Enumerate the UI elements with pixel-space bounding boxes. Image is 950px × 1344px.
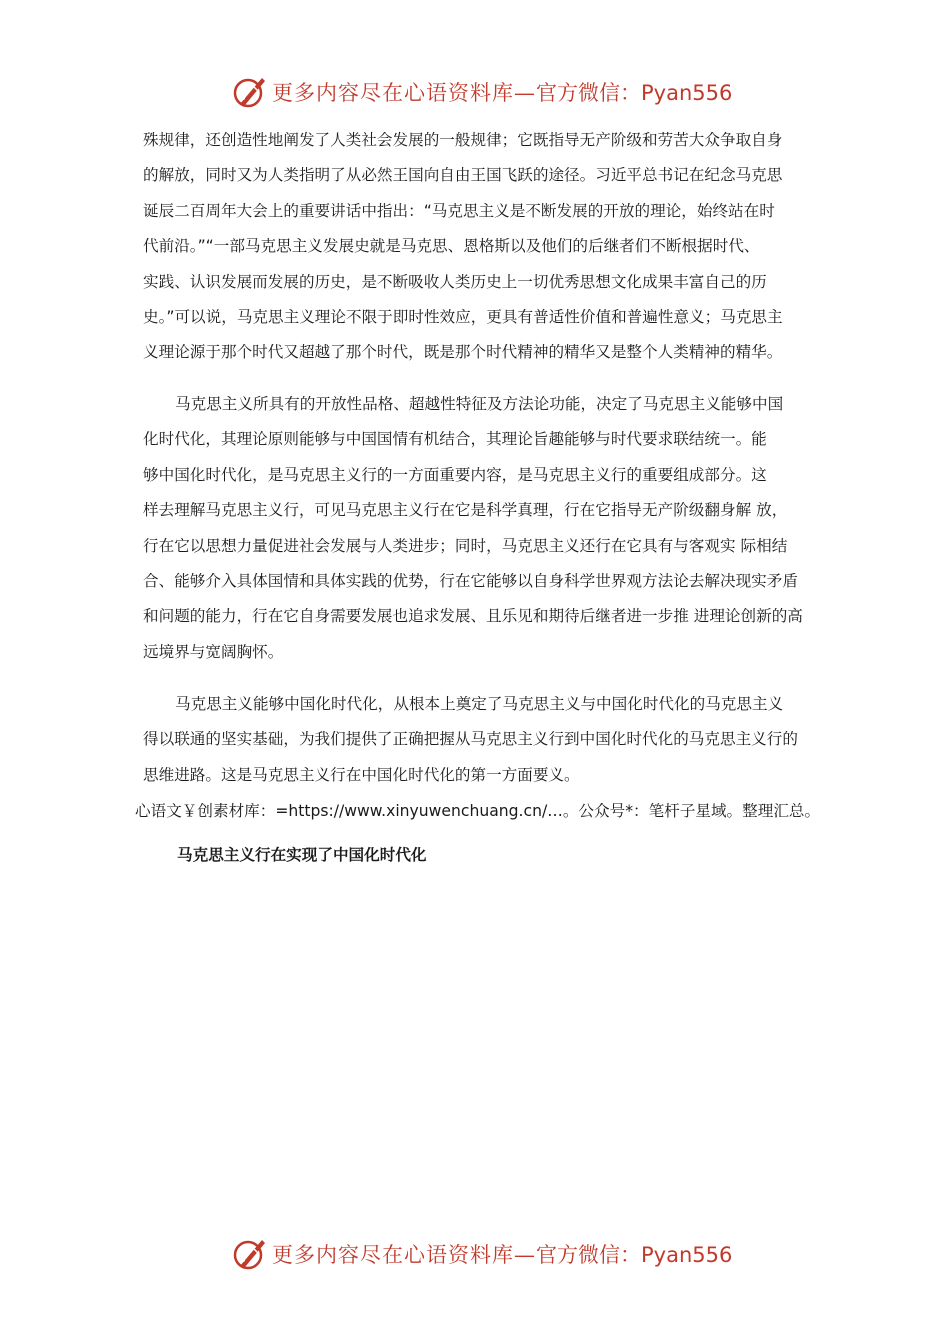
text-line: 得以联通的坚实基础，为我们提供了正确把握从马克思主义行到中国化时代化的马克思主义行的 (143, 730, 798, 749)
banner-contact: 官方微信：Pyan556 (536, 1243, 733, 1267)
text-line: 义理论源于那个时代又超越了那个时代，既是那个时代精神的精华又是整个人类精神的精华。 (143, 343, 783, 362)
paragraph-2 (143, 387, 819, 670)
text-line: 代前沿。”“一部马克思主义发展史就是马克思、恩格斯以及他们的后继者们不断根据时代、 (143, 237, 760, 256)
text-line: 马克思主义所具有的开放性品格、超越性特征及方法论功能，决定了马克思主义能够中国 (175, 395, 784, 413)
text-line: 合、能够介入具体国情和具体实践的优势，行在它能够以自身科学世界观方法论去解决现实矛盾 (143, 572, 798, 591)
paragraph-1 (143, 123, 819, 371)
text-line: 诞辰二百周年大会上的重要讲话中指出：“马克思主义是不断发展的开放的理论，始终站在时 (143, 201, 775, 220)
quill-pen-icon (232, 1236, 268, 1272)
text-line: 史。”可以说，马克思主义理论不限于即时性效应，更具有普适性价值和普遍性意义；马克思主 (143, 308, 783, 327)
banner-text: 更多内容尽在心语资料库—官方微信：Pyan556 (272, 81, 733, 105)
text-line: 样去理解马克思主义行，可见马克思主义行在它是科学真理，行在它指导无产阶级翻身解 放， (143, 501, 788, 520)
text-line: 远境界与宽阔胸怀。 (143, 642, 284, 661)
quill-pen-icon (232, 74, 268, 110)
section-heading: 马克思主义行在实现了中国化时代化 (177, 846, 427, 864)
banner-contact: 官方微信：Pyan556 (536, 81, 733, 105)
text-line: 和问题的能力，行在它自身需要发展也追求发展、且乐见和期待后继者进一步推 进理论创新的高 (143, 607, 803, 626)
text-line: 殊规律，还创造性地阐发了人类社会发展的一般规律；它既指导无产阶级和劳苦大众争取自身 (143, 131, 783, 149)
text-line: 实践、认识发展而发展的历史，是不断吸收人类历史上一切优秀思想文化成果丰富自己的历 (143, 272, 767, 291)
text-line: 行在它以思想力量促进社会发展与人类进步；同时，马克思主义还行在它具有与客观实 际相结 (143, 536, 788, 555)
text-line: 化时代化，其理论原则能够与中国国情有机结合，其理论旨趣能够与时代要求联结统一。能 (143, 430, 767, 449)
paragraph-3 (143, 687, 819, 793)
text-line: 的解放，同时又为人类指明了从必然王国向自由王国飞跃的途径。习近平总书记在纪念马克思 (143, 166, 783, 185)
source-note: 心语文￥创素材库：=https://www.xinyuwenchuang.cn/…。公众号*：笔杆子星域。整理汇总。 (135, 802, 821, 820)
text-line: 够中国化时代化，是马克思主义行的一方面重要内容，是马克思主义行的重要组成部分。这 (143, 465, 767, 484)
text-line: 马克思主义能够中国化时代化，从根本上奠定了马克思主义与中国化时代化的马克思主义 (175, 695, 784, 713)
header-banner (232, 72, 732, 112)
text-line: 思维进路。这是马克思主义行在中国化时代化的第一方面要义。 (143, 765, 580, 784)
footer-banner (232, 1234, 732, 1274)
banner-text: 更多内容尽在心语资料库—官方微信：Pyan556 (272, 1243, 733, 1267)
